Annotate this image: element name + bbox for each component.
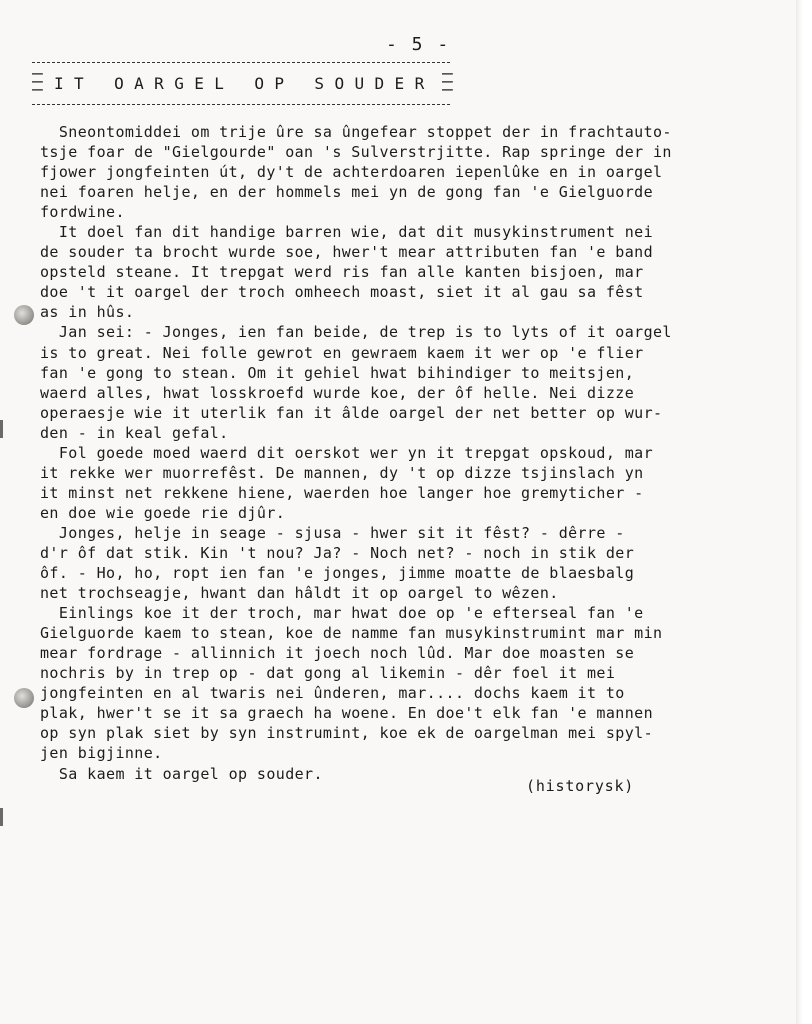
body-line: op syn plak siet by syn instrumint, koe ek de oargelman mei spyl- xyxy=(40,724,653,743)
body-line: net trochseagje, hwant dan hâldt it op oargel to wêzen. xyxy=(40,584,559,603)
body-line: tsje foar de "Gielgourde" oan 's Sulverstrjitte. Rap springe der in xyxy=(40,143,672,162)
body-line: fjower jongfeinten út, dy't de achterdoaren iepenlûke en in oargel xyxy=(40,163,663,182)
body-line: Sneontomiddei om trije ûre sa ûngefear stoppet der in frachtauto- xyxy=(40,123,672,141)
edge-mark xyxy=(0,808,3,826)
body-line: as in hûs. xyxy=(40,303,135,322)
body-line: opsteld steane. It trepgat werd ris fan alle kanten bisjoen, mar xyxy=(40,263,644,282)
body-line: nochris by in trep op - dat gong al likemin - dêr foel it mei xyxy=(40,664,616,683)
body-line: den - in keal gefal. xyxy=(40,423,229,442)
edge-mark xyxy=(0,420,3,438)
body-line: Fol goede moed waerd dit oerskot wer yn it trepgat opskoud, mar xyxy=(40,443,653,462)
title-tick-right: — — — xyxy=(442,63,453,100)
body-line: waerd alles, hwat losskroefd wurde koe, der ôf helle. Nei dizze xyxy=(40,383,635,402)
title-tick-left: — — — xyxy=(32,63,43,100)
body-line: Sa kaem it oargel op souder. xyxy=(40,764,323,783)
body-line: Einlings koe it der troch, mar hwat doe op 'e efterseal fan 'e xyxy=(40,604,644,623)
body-line: it rekke wer muorrefêst. De mannen, dy 't op dizze tsjinslach yn xyxy=(40,463,644,482)
page-title: IT OARGEL OP SOUDER xyxy=(54,74,435,93)
page-edge-shadow xyxy=(796,0,812,1024)
body-line: it minst net rekkene hiene, waerden hoe langer hoe gremyticher - xyxy=(40,483,644,502)
body-line: fan 'e gong to stean. Om it gehiel hwat bihindiger to meitsjen, xyxy=(40,363,635,382)
signature: (historysk) xyxy=(526,777,635,795)
body-line: Jan sei: - Jonges, ien fan beide, de trep is to lyts of it oargel xyxy=(40,323,672,342)
body-line: mear fordrage - allinnich it joech noch lûd. Mar doe moasten se xyxy=(40,644,635,663)
body-line: It doel fan dit handige barren wie, dat dit musykinstrument nei xyxy=(40,223,653,242)
punch-hole-upper xyxy=(14,305,34,325)
body-line: Jonges, helje in seage - sjusa - hwer sit it fêst? - dêrre - xyxy=(40,523,625,542)
body-line: plak, hwer't se it sa graech ha woene. En doe't elk fan 'e mannen xyxy=(40,704,653,723)
body-line: operaesje wie it uterlik fan it âlde oargel der net better op wur- xyxy=(40,403,663,422)
body-line: d'r ôf dat stik. Kin 't nou? Ja? - Noch net? - noch in stik der xyxy=(40,543,635,562)
punch-hole-lower xyxy=(14,688,34,708)
title-rule-top xyxy=(32,62,450,63)
body-line: ôf. - Ho, ho, ropt ien fan 'e jonges, jimme moatte de blaesbalg xyxy=(40,564,635,583)
body-line: fordwine. xyxy=(40,203,125,222)
title-box xyxy=(32,62,453,106)
article-body xyxy=(40,122,780,784)
body-line: doe 't it oargel der troch omheech moast, siet it al gau sa fêst xyxy=(40,283,644,302)
body-line: is to great. Nei folle gewrot en gewraem kaem it wer op 'e flier xyxy=(40,343,644,362)
body-line: de souder ta brocht wurde soe, hwer't mear attributen fan 'e band xyxy=(40,243,653,262)
body-line: jen bigjinne. xyxy=(40,744,163,763)
page-number: - 5 - xyxy=(386,34,451,55)
body-line: nei foaren helje, en der hommels mei yn de gong fan 'e Gielguorde xyxy=(40,183,653,202)
body-line: Gielguorde kaem to stean, koe de namme fan musykinstrumint mar min xyxy=(40,624,663,643)
title-rule-bottom xyxy=(32,104,450,105)
body-line: en doe wie goede rie djûr. xyxy=(40,503,286,522)
body-line: jongfeinten en al twaris nei ûnderen, mar.... dochs kaem it to xyxy=(40,684,625,703)
